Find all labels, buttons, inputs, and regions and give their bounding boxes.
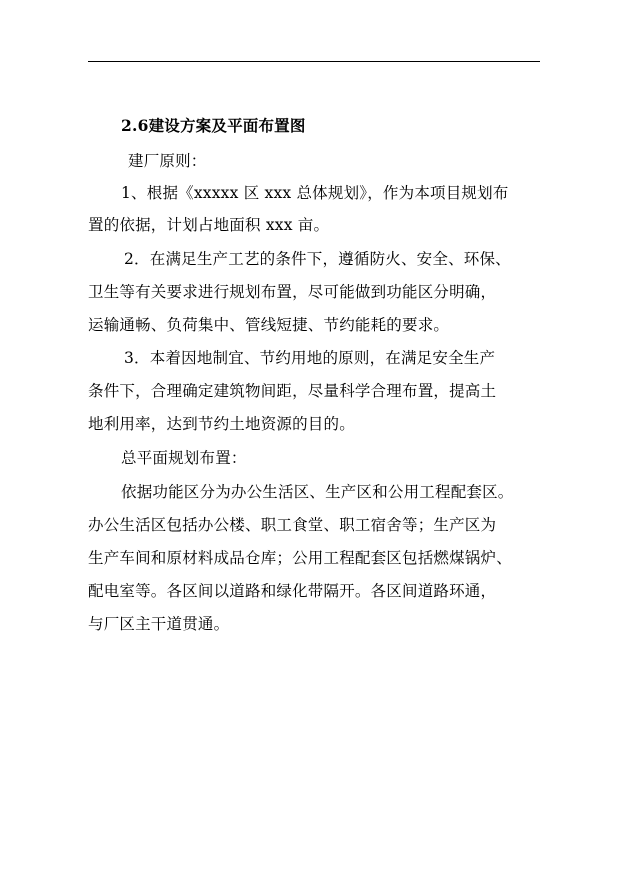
principle-2-line-3: 运输通畅、负荷集中、管线短捷、节约能耗的要求。 — [88, 316, 450, 334]
layout-line-2: 办公生活区包括办公楼、职工食堂、职工宿舍等；生产区为 — [88, 516, 497, 534]
principle-2-line-2: 卫生等有关要求进行规划布置，尽可能做到功能区分明确， — [88, 283, 497, 301]
principle-1-line-1: 1、根据《xxxxx 区 xxx 总体规划》，作为本项目规划布 — [121, 184, 509, 202]
layout-line-3: 生产车间和原材料成品仓库；公用工程配套区包括燃煤锅炉、 — [88, 549, 512, 567]
principle-1-line-2: 置的依据，计划占地面积 xxx 亩。 — [88, 216, 330, 234]
subheading-layout: 总平面规划布置： — [121, 449, 247, 467]
principle-2-line-1: 2．在满足生产工艺的条件下，遵循防火、安全、环保、 — [124, 250, 511, 268]
layout-line-4: 配电室等。各区间以道路和绿化带隔开。各区间道路环通， — [88, 582, 497, 600]
header-rule — [88, 61, 540, 62]
layout-line-1: 依据功能区分为办公生活区、生产区和公用工程配套区。 — [121, 483, 514, 501]
principle-3-line-2: 条件下，合理确定建筑物间距，尽量科学合理布置，提高土 — [88, 382, 497, 400]
layout-line-5: 与厂区主干道贯通。 — [88, 615, 230, 633]
section-heading: 2.6建设方案及平面布置图 — [121, 116, 306, 135]
principle-3-line-3: 地利用率，达到节约土地资源的目的。 — [88, 415, 355, 433]
subheading-principles: 建厂原则： — [128, 152, 207, 170]
principle-3-line-1: 3．本着因地制宜、节约用地的原则，在满足安全生产 — [124, 349, 496, 367]
